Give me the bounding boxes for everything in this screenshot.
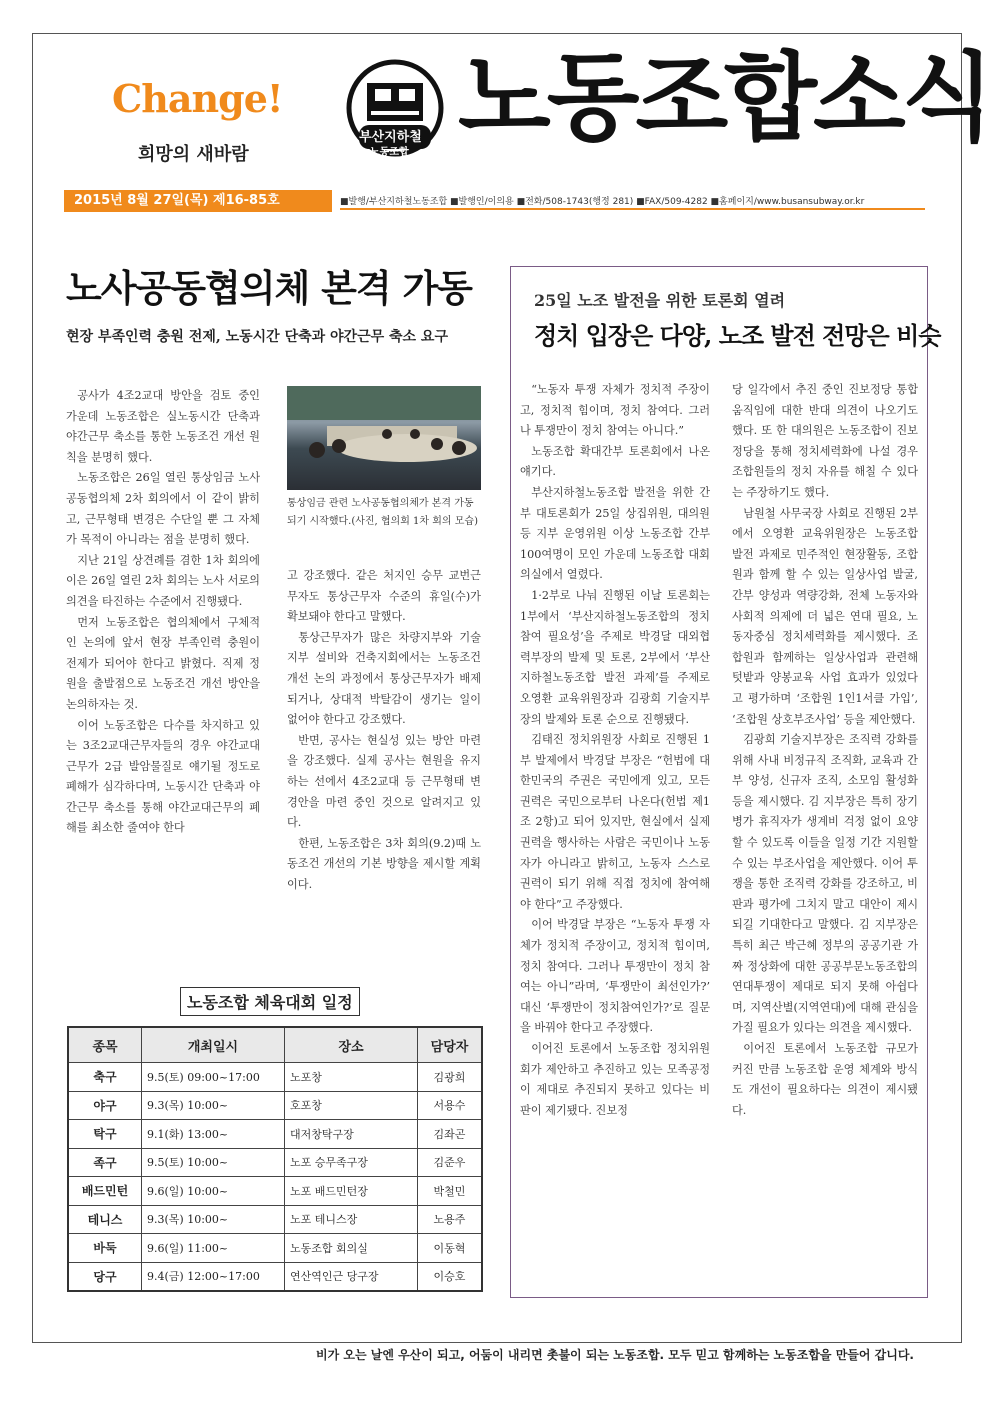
footer-slogan: 비가 오는 날엔 우산이 되고, 어둠이 내리면 촛불이 되는 노동조합. 모두 믿고 함께하는 노동조합을 만들어 갑니다. [316, 1348, 914, 1362]
cell-place: 노포 배드민턴장 [285, 1177, 418, 1206]
cell-person: 김준우 [418, 1148, 483, 1177]
paragraph: 김광희 기술지부장은 조직력 강화를 위해 사내 비정규직 조직화, 교육과 간부 양성, 신규자 조직, 소모임 활성화 등을 제시했다. 김 지부장은 특히 장기병가 휴직자가 생계비 걱정 없이 요양할 수 있도록 이들을 일정 기간 지원할 수 있는 부조사업을 제안했다. 이어 투쟁을 통한 조직력 강화를 강조하고, 비판과 평가에 그치지 말고 대안이 제시되길 기대한다고 말했다. 김 지부장은 특히 최근 박근혜 정부의 공공기관 가짜 정상화에 대한 공공부문노동조합의 연대투쟁이 제대로 되지 못해 아쉽다며, 지역산별(지역연대)에 대해 관심을 가질 필요가 있다는 의견을 제시했다. [732, 733, 918, 1035]
side-column-1 [520, 380, 710, 1121]
cell-person: 박철민 [418, 1177, 483, 1206]
change-slogan: 희망의 새바람 [138, 144, 249, 165]
side-kicker: 25일 노조 발전을 위한 토론회 열려 [534, 291, 786, 310]
cell-place: 연산역인근 당구장 [285, 1262, 418, 1291]
paragraph: 지난 21일 상견례를 겸한 1차 회의에 이은 26일 열린 2차 회의는 노사 서로의 의견을 타진하는 수준에서 진행됐다. [66, 553, 260, 608]
cell-sport: 바둑 [68, 1234, 142, 1263]
main-headline: 노사공동협의체 본격 가동 [66, 267, 472, 310]
cell-place: 노동조합 회의실 [285, 1234, 418, 1263]
cell-person: 김좌곤 [418, 1120, 483, 1149]
paragraph: 이어 박경달 부장은 “노동자 투쟁 자체가 정치적 주장이고, 정치적 힘이며, 정치 참여다. 그러나 투쟁만이 정치 참여는 아니”라며, ‘투쟁만이 최선인가?’ 대신 ‘투쟁만이 정치참여인가?’로 질문을 바꿔야 한다고 주장했다. [520, 918, 710, 1035]
paragraph: 이어진 토론에서 노동조합 규모가 커진 만큼 노동조합 운영 체계와 방식도 개선이 필요하다는 의견이 제시됐다. [732, 1042, 918, 1117]
table-row [68, 1177, 482, 1206]
cell-person: 서용수 [418, 1091, 483, 1120]
meeting-photo [287, 386, 481, 490]
paragraph: 공사가 4조2교대 방안을 검토 중인 가운데 노동조합은 실노동시간 단축과 야간근무 축소를 통한 노동조건 개선 원칙을 분명히 했다. [66, 389, 260, 464]
paragraph: 1·2부로 나눠 진행된 이날 토론회는 1부에서 ‘부산지하철노동조합의 정치 참여 필요성’을 주제로 박경달 대외협력부장의 발제 및 토론, 2부에서 ‘부산지하철노동조합 발전 과제’를 주제로 오영환 교육위원장과 김광희 기술지부장의 발제와 토론 순으로 진행됐다. [520, 588, 710, 726]
seal-text-bottom: 노동조합 [370, 147, 409, 158]
main-subhead: 현장 부족인력 충원 전제, 노동시간 단축과 야간근무 축소 요구 [66, 329, 448, 345]
cell-sport: 당구 [68, 1262, 142, 1291]
schedule-table [67, 1026, 483, 1292]
cell-place: 노포 승무족구장 [285, 1148, 418, 1177]
paragraph: 부산지하철노동조합 발전을 위한 간부 대토론회가 25일 상집위원, 대의원 등 지부 운영위원 이상 노동조합 간부 100여명이 모인 가운데 노동조합 대회의실에서 열렸다. [520, 485, 710, 582]
cell-datetime: 9.6(일) 11:00~ [142, 1234, 285, 1263]
change-logo: Change! [112, 76, 283, 121]
cell-sport: 족구 [68, 1148, 142, 1177]
issue-date: 2015년 8월 27일(목) 제16-85호 [64, 190, 332, 212]
main-column-1 [66, 386, 260, 839]
table-header-row [68, 1027, 482, 1063]
cell-sport: 배드민턴 [68, 1177, 142, 1206]
cell-sport: 야구 [68, 1091, 142, 1120]
cell-person: 노용주 [418, 1205, 483, 1234]
column-header: 종목 [68, 1027, 142, 1063]
main-column-2 [287, 566, 481, 896]
cell-sport: 축구 [68, 1063, 142, 1092]
cell-place: 호포창 [285, 1091, 418, 1120]
cell-datetime: 9.5(토) 10:00~ [142, 1148, 285, 1177]
cell-datetime: 9.3(목) 10:00~ [142, 1091, 285, 1120]
column-header: 담당자 [418, 1027, 483, 1063]
table-row [68, 1234, 482, 1263]
photo-caption: 통상임금 관련 노사공동협의체가 본격 가동되기 시작했다.(사진, 협의회 1차 회의 모습) [287, 498, 478, 527]
table-row [68, 1063, 482, 1092]
cell-sport: 테니스 [68, 1205, 142, 1234]
side-column-2 [732, 380, 918, 1121]
paragraph: 김태진 정치위원장 사회로 진행된 1부 발제에서 박경달 부장은 “헌법에 대한민국의 주권은 국민에게 있고, 모든 권력은 국민으로부터 나온다(헌법 제1조 2항)고 되어 있지만, 현실에서 실제 권력을 행사하는 사람은 국민이나 노동자가 아니라고 밝히고, 노동자 스스로 권력이 되기 위해 직접 정치에 참여해야 한다”고 주장했다. [520, 733, 710, 911]
paragraph: 당 일각에서 추진 중인 진보정당 통합 움직임에 대한 반대 의견이 나오기도 했다. 또 한 대의원은 노동조합이 진보정당을 통해 정치세력화에 나설 경우 조합원들의 정치 자유를 해칠 수 있다는 주장하기도 했다. [732, 383, 918, 499]
table-row [68, 1091, 482, 1120]
paragraph: 남원철 사무국장 사회로 진행된 2부에서 오영환 교육위원장은 노동조합 발전 과제로 민주적인 현장활동, 조합원과 함께 할 수 있는 일상사업 발굴, 간부 양성과 역량강화, 전체 노동자와 사회적 의제에 더 넓은 연대 필요, 노동자중심 정치세력화를 제시했다. 조합원과 함께하는 일상사업과 관련해 텃밭과 양봉교육 사업 효과가 있었다고 평가하며 ‘조합원 1인1서클 가입’, ‘조합원 상호부조사업’ 등을 제안했다. [732, 506, 918, 726]
paragraph: 노동조합 확대간부 토론회에서 나온 얘기다. [520, 444, 710, 479]
cell-place: 노포 테니스장 [285, 1205, 418, 1234]
side-title: 정치 입장은 다양, 노조 발전 전망은 비슷 [534, 321, 941, 350]
paragraph: 먼저 노동조합은 협의체에서 구체적인 논의에 앞서 현장 부족인력 충원이 전제가 되어야 한다고 밝혔다. 직제 정원을 출발점으로 노동조건 개선 방안을 논의하자는 것. [66, 615, 260, 711]
cell-datetime: 9.5(토) 09:00~17:00 [142, 1063, 285, 1092]
cell-place: 대저창탁구장 [285, 1120, 418, 1149]
cell-place: 노포창 [285, 1063, 418, 1092]
header-rule [340, 208, 925, 210]
paragraph: 반면, 공사는 현실성 있는 방안 마련을 강조했다. 실제 공사는 현원을 유지하는 선에서 4조2교대 등 근무형태 변경안을 마련 중인 것으로 알려지고 있다. [287, 733, 481, 830]
cell-sport: 탁구 [68, 1120, 142, 1149]
cell-datetime: 9.4(금) 12:00~17:00 [142, 1262, 285, 1291]
table-row [68, 1120, 482, 1149]
masthead-title: 노동조합소식 [458, 41, 991, 154]
cell-datetime: 9.6(일) 10:00~ [142, 1177, 285, 1206]
cell-datetime: 9.1(화) 13:00~ [142, 1120, 285, 1149]
table-row [68, 1148, 482, 1177]
paragraph: 노동조합은 26일 열린 통상임금 노사공동협의체 2차 회의에서 이 같이 밝히고, 근무형태 변경은 수단일 뿐 그 자체가 목적이 아니라는 점을 분명히 했다. [66, 471, 260, 547]
cell-person: 김광희 [418, 1063, 483, 1092]
table-row [68, 1262, 482, 1291]
paragraph: 이어진 토론에서 노동조합 정치위원회가 제안하고 추진하고 있는 모족공정이 제대로 추진되지 못하고 있다는 비판이 제기됐다. 진보정 [520, 1042, 710, 1117]
paragraph: 통상근무자가 많은 차량지부와 기술지부 설비와 건축지회에서는 노동조건 개선 논의 과정에서 통상근무자가 배제되거나, 상대적 박탈감이 생기는 일이 없어야 한다고 강조했다. [287, 630, 481, 727]
cell-person: 이승호 [418, 1262, 483, 1291]
cell-datetime: 9.3(목) 10:00~ [142, 1205, 285, 1234]
column-header: 개최일시 [142, 1027, 285, 1063]
paragraph: “노동자 투쟁 자체가 정치적 주장이고, 정치적 힘이며, 정치 참여다. 그러나 투쟁만이 정치 참여는 아니다.” [520, 383, 710, 438]
column-header: 장소 [285, 1027, 418, 1063]
publisher-info: ■발행/부산지하철노동조합 ■발행인/이의용 ■전화/508-1743(행정 281) ■FAX/509-4282 ■홈페이지/www.busansubway.or.kr [340, 197, 865, 207]
paragraph: 고 강조했다. 같은 처지인 승무 교번근무자도 통상근무자 수준의 휴일(수)가 확보돼야 한다고 말했다. [287, 569, 481, 624]
paragraph: 이어 노동조합은 다수를 차지하고 있는 3조2교대근무자들의 경우 야간교대근무가 2급 발암물질로 얘기될 정도로 폐해가 심각하다며, 노동시간 단축과 야간근무 축소를 통해 야간교대근무의 폐해를 최소한 줄여야 한다 [66, 718, 260, 835]
cell-person: 이동혁 [418, 1234, 483, 1263]
seal-text-top: 부산지하철 [359, 130, 422, 145]
paragraph: 한편, 노동조합은 3차 회의(9.2)때 노동조건 개선의 기본 방향을 제시할 계획이다. [287, 836, 481, 891]
table-row [68, 1205, 482, 1234]
schedule-title: 노동조합 체육대회 일정 [180, 987, 360, 1016]
